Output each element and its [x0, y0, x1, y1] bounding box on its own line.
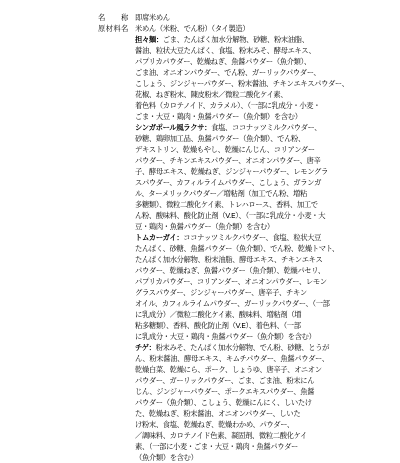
ingredient-line: [98, 408, 304, 419]
ingredient-line: [98, 375, 315, 386]
ingredient-text: ごま、たんぱく加水分解物、砂糖、粉末油脂、: [162, 35, 309, 44]
section-title: 担々麺：: [135, 35, 163, 44]
ingredient-line: [98, 397, 312, 408]
ingredients-row: [98, 23, 349, 463]
ingredient-text: 多糖類）、微粒二酸化ケイ素、トレハロース、香料、加工で: [135, 200, 318, 209]
section-title: チゲ：: [135, 343, 156, 352]
ingredient-text: パウダー、チキンエキスパウダー、オニオンパウダー、唐辛: [135, 156, 321, 165]
ingredient-line: [98, 155, 321, 166]
ingredient-text: ん粉、酸味料、酸化防止剤（V.E）、（一部に乳成分・小麦・大: [135, 211, 326, 220]
ingredient-text: ん、粉末醤油、酵母エキス、キムチパウダー、魚醤パウダー、: [135, 354, 329, 363]
ingredient-line: [98, 298, 330, 309]
ingredient-line: [98, 265, 325, 276]
ingredient-text: に乳成分・大豆・鶏肉・魚醤パウダー（魚介類）を含む）: [135, 332, 316, 341]
ingredient-line: [98, 67, 321, 78]
ingredient-text: 着色料（カロテノイド、カラメル）、（一部に乳成分・小麦・: [135, 101, 321, 110]
ingredient-line: [98, 309, 304, 320]
ingredient-text: 子、酵母エキス、乾燥ねぎ、ジンジャーパウダー、レモングラ: [135, 167, 328, 176]
ingredient-line: [98, 89, 304, 100]
ingredient-line: [98, 188, 307, 199]
ingredient-line: [98, 364, 322, 375]
ingredient-text: 食塩、ココナッツミルクパウダー、: [211, 123, 322, 132]
ingredient-text: じん、ジンジャーパウダー、ポークエキスパウダー、魚醤: [135, 387, 315, 396]
ingredient-line: [98, 441, 304, 452]
ingredient-text: オイル、カフィルライムパウダー、ガーリックパウダー、（一部: [135, 299, 330, 308]
ingredient-text: たんぱく加水分解物、粉末油脂、酵母エキス、チキンエキス: [135, 255, 323, 264]
ingredient-text: 花椒、ねぎ粉末、陳皮粉末／微粒二酸化ケイ素、: [135, 90, 288, 99]
ingredient-text: に乳成分）／微粒二酸化ケイ素、酸味料、増粘剤（増: [135, 310, 302, 319]
ingredient-line: [98, 320, 304, 331]
ingredient-text: デキストリン、乾燥もやし、乾燥にんじん、コリアンダー: [135, 145, 315, 154]
ingredient-text: パプリカパウダー、コリアンダー、オニオンパウダー、レモン: [135, 277, 327, 286]
ingredient-line: [98, 342, 330, 353]
ingredient-label-panel: [98, 12, 349, 462]
product-name-label: 名 称: [98, 13, 128, 22]
ingredient-text: パプリカパウダー、乾燥ねぎ、魚醤パウダー（魚介類）、: [135, 57, 311, 66]
ingredient-line: [98, 276, 327, 287]
ingredient-text: ル、ターメリックパウダー／増粘剤（加工でん粉、増粘: [135, 189, 307, 198]
ingredients-label: 原材料名: [98, 24, 128, 33]
ingredient-text: 粘多糖類）、香料、酸化防止剤（V.E）、着色料、（一部: [135, 321, 301, 330]
ingredient-text: け粉末、食塩、乾燥ねぎ、乾燥わかめ、パウダー、: [135, 420, 294, 429]
ingredient-line: [98, 452, 304, 463]
ingredient-text: 米めん（米粉、でん粉）（タイ製造）: [135, 24, 250, 33]
ingredient-line: [98, 243, 339, 254]
ingredient-line: [98, 56, 311, 67]
ingredient-line: [98, 78, 349, 89]
ingredient-line: [98, 254, 323, 265]
ingredient-text: ／調味料、カロテノイド色素、凝固剤、微粒二酸化ケイ: [135, 431, 307, 440]
section-title: シンガポール風ラクサ：: [135, 123, 212, 132]
ingredient-line: [98, 23, 304, 34]
ingredient-line: [98, 210, 326, 221]
product-name-value: 即席米めん: [135, 13, 170, 22]
ingredient-line: [98, 34, 309, 45]
ingredient-text: スパウダー、カフィルライムパウダー、こしょう、ガランガ: [135, 178, 322, 187]
ingredient-text: パウダー（魚介類）、こしょう、乾燥にんにく、しいたけ: [135, 398, 312, 407]
ingredient-line: [98, 144, 315, 155]
ingredient-text: こしょう、ジンジャーパウダー、粉末醤油、チキンエキスパウダー、: [135, 79, 349, 88]
ingredients-list: [98, 23, 349, 463]
product-name-row: [98, 12, 304, 23]
ingredient-text: グラスパウダー、ジンジャーパウダー、唐辛子、チキン: [135, 288, 307, 297]
ingredient-text: 醤油、粒状大豆たんぱく、食塩、粉末みそ、酵母エキス、: [135, 46, 316, 55]
ingredient-line: [98, 353, 329, 364]
ingredient-text: ココナッツミルクパウダー、食塩、粒状大豆: [183, 233, 322, 242]
ingredient-line: [98, 232, 322, 243]
ingredient-text: た、乾燥ねぎ、粉末醤油、オニオンパウダー、しいた: [135, 409, 301, 418]
ingredient-line: [98, 133, 304, 144]
ingredient-line: [98, 100, 321, 111]
ingredient-line: [98, 45, 316, 56]
section-title: トムカーガイ：: [135, 233, 184, 242]
ingredient-line: [98, 331, 316, 342]
ingredient-text: 粉末みそ、たんぱく加水分解物、でん粉、砂糖、とうが: [155, 343, 330, 352]
ingredient-text: パウダー、ガーリックパウダー、ごま、ごま油、粉末にん: [135, 376, 315, 385]
ingredient-line: [98, 419, 304, 430]
ingredient-line: [98, 177, 322, 188]
ingredient-text: 素、（一部に小麦・ごま・大豆・鶏肉・魚醤パウダー: [135, 442, 299, 451]
ingredient-text: （魚介類）を含む）: [135, 453, 198, 462]
ingredient-text: パウダー、乾燥ねぎ、魚醤パウダー（魚介類）、乾燥パセリ、: [135, 266, 325, 275]
ingredient-text: 砂糖、鶏卵加工品、魚醤パウダー（魚介類）、でん粉、: [135, 134, 305, 143]
ingredient-line: [98, 430, 307, 441]
ingredient-line: [98, 166, 328, 177]
ingredient-text: ごま油、オニオンパウダー、でん粉、ガーリックパウダー、: [135, 68, 321, 77]
ingredient-text: 乾燥白菜、乾燥にら、ポーク、しょうゆ、唐辛子、オニオン: [135, 365, 322, 374]
ingredient-text: ごま・大豆・鶏肉・魚醤パウダー（魚介類）を含む）: [135, 112, 302, 121]
ingredient-line: [98, 199, 318, 210]
ingredient-line: [98, 287, 307, 298]
ingredient-line: [98, 386, 315, 397]
ingredient-line: [98, 111, 304, 122]
ingredient-line: [98, 122, 322, 133]
ingredient-text: たんぱく、砂糖、魚醤パウダー（魚介類）、でん粉、乾燥トマト、: [135, 244, 339, 253]
ingredient-line: [98, 221, 304, 232]
ingredient-text: 豆・鶏肉・魚醤パウダー（魚介類）を含む）: [135, 222, 274, 231]
